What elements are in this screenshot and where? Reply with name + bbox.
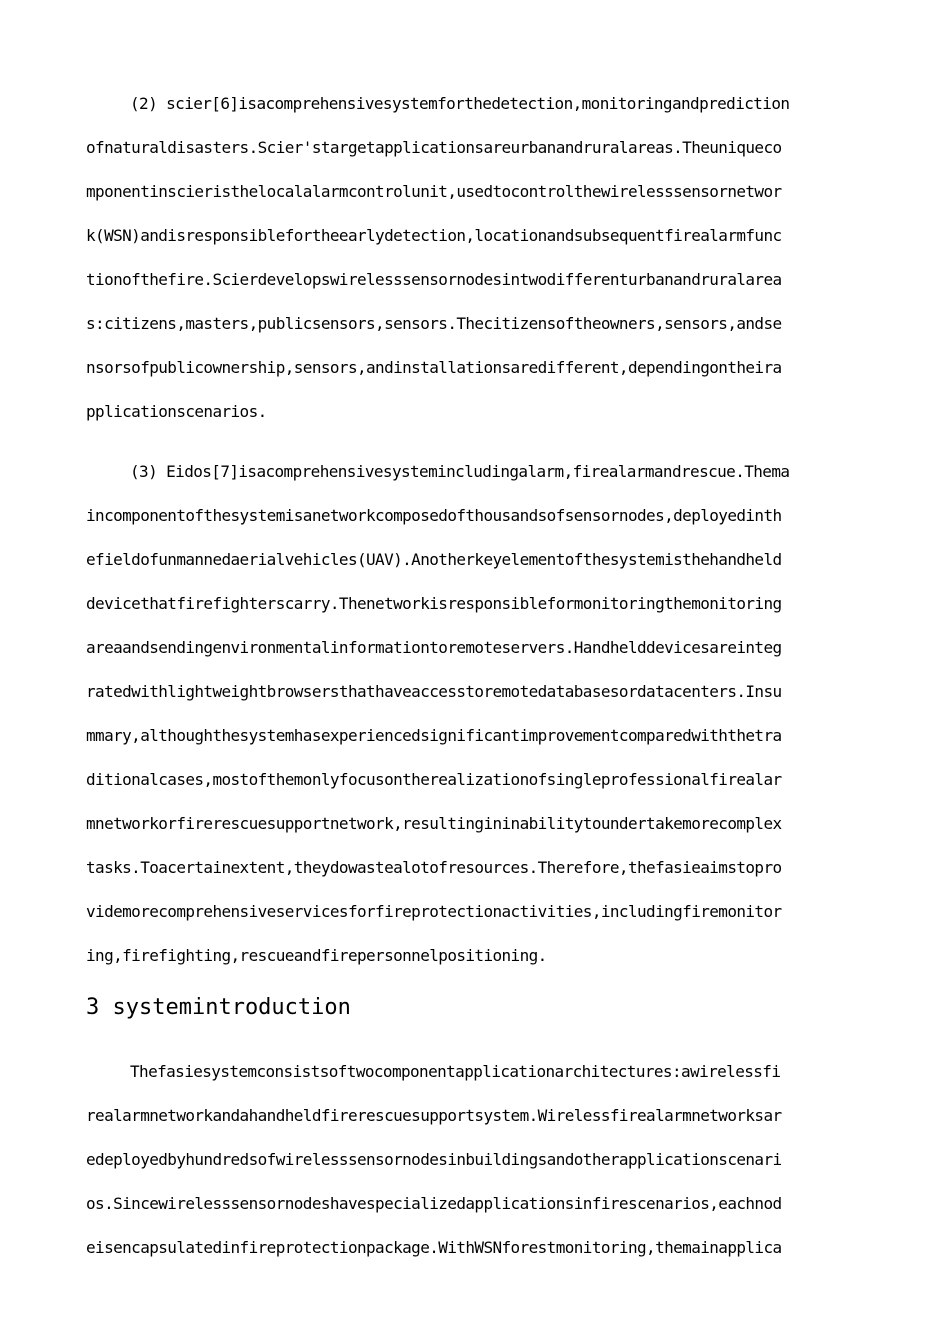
text-line: devicethatfirefighterscarry.Thenetworkisresponsibleformonitoringthemonitoring <box>86 594 782 613</box>
text-line: k(WSN)andisresponsiblefortheearlydetection,locationandsubsequentfirealarmfunc <box>86 226 782 245</box>
text-line: tionofthefire.Scierdevelopswirelesssensornodesintwodifferenturbanandruralarea <box>86 270 782 289</box>
section-heading: 3 systemintroduction <box>86 995 351 1020</box>
text-line: efieldofunmannedaerialvehicles(UAV).Anotherkeyelementofthesystemisthehandheld <box>86 550 782 569</box>
text-line: ratedwithlightweightbrowsersthathaveaccesstoremotedatabasesordatacenters.Insu <box>86 682 782 701</box>
paragraph-system-introduction <box>86 1050 870 1270</box>
text-line: videmorecomprehensiveservicesforfireprotectionactivities,includingfiremonitor <box>86 902 782 921</box>
text-line: ditionalcases,mostofthemonlyfocusontherealizationofsingleprofessionalfirealar <box>86 770 782 789</box>
text-line: os.Sincewirelesssensornodeshavespecializedapplicationsinfirescenarios,eachnod <box>86 1194 782 1213</box>
text-line: mmary,althoughthesystemhasexperiencedsignificantimprovementcomparedwiththetra <box>86 726 782 745</box>
text-line: pplicationscenarios. <box>86 402 267 421</box>
text-line: s:citizens,masters,publicsensors,sensors.Thecitizensoftheowners,sensors,andse <box>86 314 782 333</box>
text-line: ofnaturaldisasters.Scier'stargetapplicationsareurbanandruralareas.Theuniqueco <box>86 138 782 157</box>
text-line: realarmnetworkandahandheldfirerescuesupportsystem.Wirelessfirealarmnetworksar <box>86 1106 782 1125</box>
text-line: Thefasiesystemconsistsoftwocomponentapplicationarchitectures:awirelessfi <box>130 1062 781 1081</box>
text-line: mponentinscieristhelocalalarmcontrolunit,usedtocontrolthewirelesssensornetwor <box>86 182 782 201</box>
text-line: ing,firefighting,rescueandfirepersonnelpositioning. <box>86 946 547 965</box>
paragraph-scier <box>86 82 870 434</box>
text-line: nsorsofpublicownership,sensors,andinstallationsaredifferent,dependingontheira <box>86 358 782 377</box>
text-line: areaandsendingenvironmentalinformationtoremoteservers.Handhelddevicesareinteg <box>86 638 782 657</box>
text-line: tasks.Toacertainextent,theydowastealotofresources.Therefore,thefasieaimstopro <box>86 858 782 877</box>
text-line: edeployedbyhundredsofwirelesssensornodesinbuildingsandotherapplicationscenari <box>86 1150 782 1169</box>
text-line: (2) scier[6]isacomprehensivesystemforthedetection,monitoringandprediction <box>130 94 790 113</box>
text-line: (3) Eidos[7]isacomprehensivesystemincludingalarm,firealarmandrescue.Thema <box>130 462 790 481</box>
text-line: incomponentofthesystemisanetworkcomposedofthousandsofsensornodes,deployedinth <box>86 506 782 525</box>
text-line: mnetworkorfirerescuesupportnetwork,resultingininabilitytoundertakemorecomplex <box>86 814 782 833</box>
paragraph-eidos <box>86 450 870 978</box>
text-line: eisencapsulatedinfireprotectionpackage.WithWSNforestmonitoring,themainapplica <box>86 1238 782 1257</box>
